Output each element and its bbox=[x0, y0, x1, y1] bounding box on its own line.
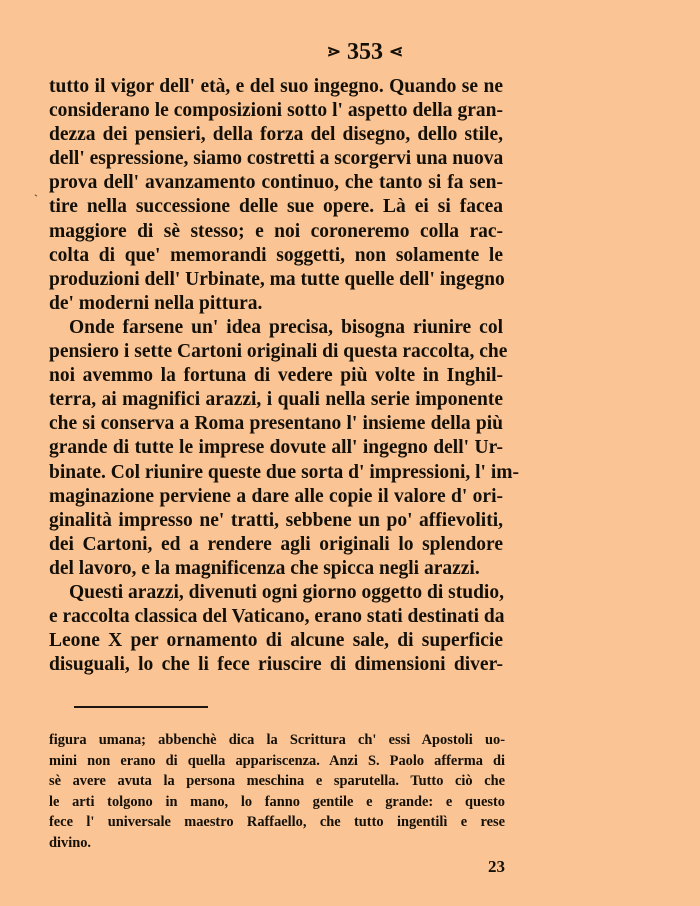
main-text bbox=[49, 75, 520, 677]
text-line: tire nella successione delle sue opere. Là ei si facea bbox=[49, 196, 503, 218]
text-line: dell' espressione, siamo costretti a scorgervi una nuova bbox=[49, 148, 504, 170]
paragraph-end-line: de' moderni nella pittura. bbox=[49, 292, 263, 314]
footnote bbox=[49, 730, 505, 854]
footnote-divider bbox=[74, 706, 208, 708]
footnote-line: figura umana; abbenchè dica la Scrittura ch' essi Apostoli uo- bbox=[49, 732, 505, 748]
text-line: prova dell' avanzamento continuo, che tanto si fa sen- bbox=[49, 172, 503, 194]
footnote-line: sè avere avuta la persona meschina e sparutella. Tutto ciò che bbox=[49, 773, 505, 790]
text-line: pensiero i sette Cartoni originali di questa raccolta, che bbox=[49, 341, 508, 363]
left-ornament-icon: ⋗ bbox=[326, 42, 341, 61]
text-line: noi avemmo la fortuna di vedere più volte in Inghil- bbox=[49, 365, 503, 387]
paragraph-start-line: Questi arazzi, divenuti ogni giorno oggetto di studio, bbox=[69, 581, 504, 603]
text-line: produzioni dell' Urbinate, ma tutte quelle dell' ingegno bbox=[49, 268, 505, 290]
text-line: ginalità impresso ne' tratti, sebbene un po' affievoliti, bbox=[49, 509, 503, 531]
text-line: e raccolta classica del Vaticano, erano stati destinati da bbox=[49, 606, 505, 628]
text-line: dezza dei pensieri, della forza del disegno, dello stile, bbox=[49, 124, 503, 146]
stray-ink-mark: ˎ bbox=[34, 183, 38, 197]
text-line: binate. Col riunire queste due sorta d' impressioni, l' im- bbox=[49, 461, 520, 483]
text-line: Leone X per ornamento di alcune sale, di superficie bbox=[49, 630, 503, 652]
footnote-line: mini non erano di quella appariscenza. Anzi S. Paolo afferma di bbox=[49, 752, 505, 769]
page-header bbox=[0, 38, 700, 66]
text-line: che si conserva a Roma presentano l' insieme della più bbox=[49, 413, 503, 435]
text-line: dei Cartoni, ed a rendere agli originali lo splendore bbox=[49, 533, 503, 555]
text-line: grande di tutte le imprese dovute all' ingegno dell' Ur- bbox=[49, 437, 503, 459]
page-number: 353 bbox=[347, 39, 383, 65]
paragraph-start-line: Onde farsene un' idea precisa, bisogna riunire col bbox=[69, 316, 503, 338]
text-line: colta di que' memorandi soggetti, non solamente le bbox=[49, 244, 503, 266]
text-line: maginazione perviene a dare alle copie il valore d' ori- bbox=[49, 485, 503, 507]
text-line: considerano le composizioni sotto l' aspetto della gran- bbox=[49, 100, 503, 122]
footnote-line: divino. bbox=[49, 834, 91, 851]
right-ornament-icon: ⋖ bbox=[389, 42, 404, 61]
text-line: terra, ai magnifici arazzi, i quali nella serie imponente bbox=[49, 389, 503, 411]
footnote-line: le arti tolgono in mano, lo fanno gentile e grande: e questo bbox=[49, 793, 505, 810]
footnote-line: fece l' universale maestro Raffaello, che tutto ingentilì e rese bbox=[49, 814, 505, 831]
paragraph-end-line: del lavoro, e la magnificenza che spicca negli arazzi. bbox=[49, 557, 480, 579]
text-line: disuguali, lo che li fece riuscire di dimensioni diver- bbox=[49, 654, 503, 676]
signature-mark: 23 bbox=[488, 857, 505, 876]
text-line: maggiore di sè stesso; e noi coroneremo colla rac- bbox=[49, 220, 503, 242]
text-line: tutto il vigor dell' età, e del suo ingegno. Quando se ne bbox=[49, 76, 503, 97]
